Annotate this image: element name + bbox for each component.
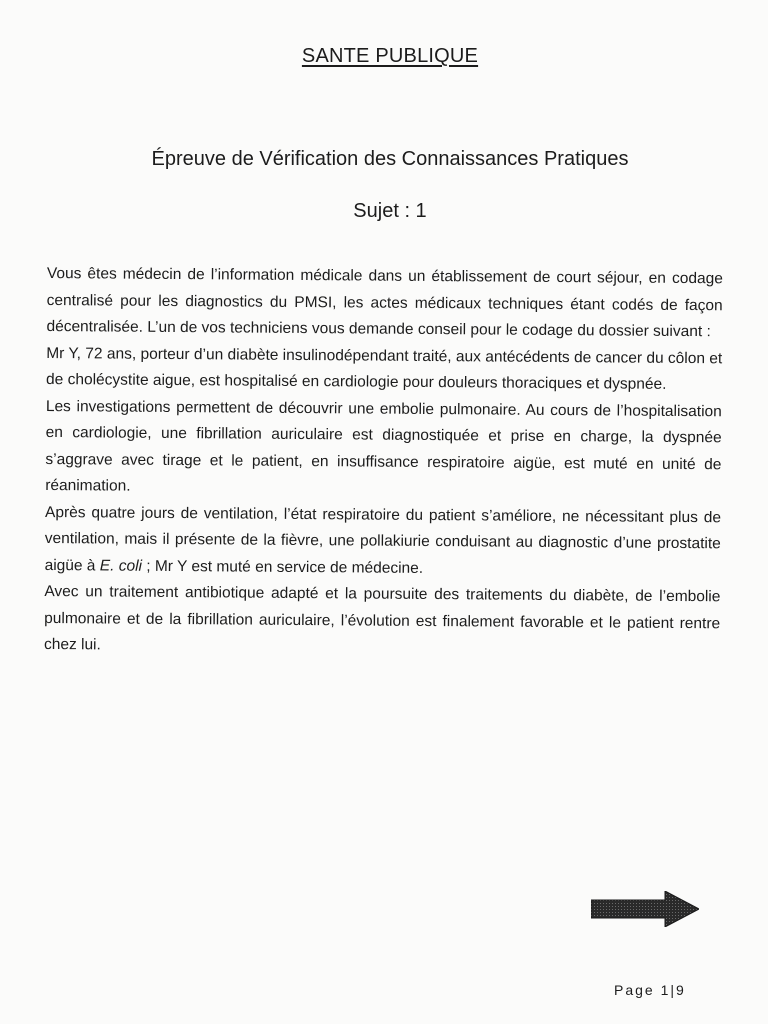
paragraph-outcome: Avec un traitement antibiotique adapté et la poursuite des traitements du diabète, de l’embolie pulmonaire et de la fibrillation auriculaire, l’évolution est finalement favorable et le patient rentre chez lui.	[43, 582, 721, 654]
exam-subtitle: Épreuve de Vérification des Connaissances Pratiques	[151, 148, 629, 170]
paragraph-context: Vous êtes médecin de l’information médicale dans un établissement de court séjour, en codage centralisé pour les diagnostics du PMSI, les actes médicaux techniques étant codés de façon décentralisée. L’un de vos techniciens vous demande conseil pour le codage du dossier suivant :	[46, 264, 723, 341]
page-number: Page 1|9	[614, 982, 686, 998]
document-title: SANTE PUBLIQUE	[301, 45, 479, 67]
paragraph-evolution-end: ; Mr Y est muté en service de médecine.	[141, 557, 424, 577]
case-description	[44, 261, 723, 664]
pathogen-name: E. coli	[99, 556, 143, 575]
arrow-right-icon[interactable]	[591, 891, 699, 927]
paragraph-investigations: Les investigations permettent de découvrir une embolie pulmonaire. Au cours de l’hospitalisation en cardiologie, une fibrillation auriculaire est diagnostiquée et prise en charge, la dyspnée s’aggrave avec tirage et le patient, en insuffisance respiratoire aigüe, est muté en unité de réanimation.	[45, 397, 722, 495]
paragraph-patient: Mr Y, 72 ans, porteur d’un diabète insulinodépendant traité, aux antécédents de cancer du côlon et de cholécystite aigue, est hospitalisé en cardiologie pour douleurs thoraciques et dyspnée.	[46, 344, 723, 393]
paragraph-evolution	[45, 499, 722, 584]
paragraph-evolution-start: Après quatre jours de ventilation, l’état respiratoire du patient s’améliore, ne nécessitant plus de ventilation, mais il présente de la fièvre, une pollakiurie conduisant au diagnostic d’une prostatite aigüe à	[44, 503, 722, 574]
subject-number: Sujet : 1	[353, 200, 427, 222]
